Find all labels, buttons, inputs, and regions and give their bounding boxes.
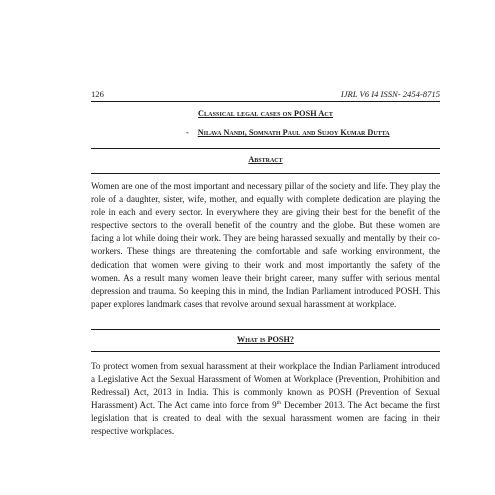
section-heading [91, 334, 440, 345]
header-rule [91, 101, 440, 102]
paragraph-text-part1: To protect women from sexual harassment at their workplace the Indian Parliament introduced a Legislative Act the Sexual Harassment of Women at Workplace (Prevention, Prohibition and Redressal) Act, 2013 in India. This is commonly known as POSH (Prevention of Sexual Harassment) Act. The Act came into force from 9 [91, 361, 440, 411]
journal-citation: IJRL V6 I4 ISSN- 2454-8715 [340, 89, 440, 99]
abstract-paragraph: Women are one of the most important and necessary pillar of the society and life. They play the role of a daughter, sister, wife, mother, and equally with complete dedication are playing the role in each and every sector. In everywhere they are giving their best for the benefit of the respective sectors to the overall benefit of the country and the globe. But these women are facing a lot while doing their work. They are being harassed sexually and mentally by their co-workers. These things are threatening the comfortable and safe working environment, the dedication that women were giving to their work and most importantly the safety of the women. As a result many women leave their bright career, many suffer with serious mental depression and trauma. So keeping this in mind, the Indian Parliament introduced POSH. This paper explores landmark cases that revolve around sexual harassment at workplace. [91, 181, 440, 309]
author-names: Nilava Nandi, Somnath Paul and Sujoy Kumar Dutta [197, 128, 390, 137]
page-number: 126 [91, 89, 104, 99]
author-dash: - [186, 128, 189, 137]
paragraph-text-part2: December 2013. The Act became the first legislation that is created to deal with the sexual harassment women are facing in their respective workplaces. [91, 400, 441, 437]
author-line [186, 127, 446, 138]
section-bottom-rule [91, 351, 440, 352]
abstract-heading [91, 154, 440, 165]
abstract-heading-text: Abstract [248, 155, 283, 164]
running-header [91, 89, 440, 100]
section-heading-text: What is POSH? [237, 335, 294, 344]
abstract-top-rule [91, 148, 440, 149]
section-top-rule [91, 329, 440, 330]
section-paragraph [91, 360, 440, 439]
date-superscript: th [276, 400, 282, 407]
abstract-bottom-rule [91, 173, 440, 174]
article-title [91, 108, 440, 119]
article-title-text: Classical legal cases on POSH Act [198, 109, 333, 118]
